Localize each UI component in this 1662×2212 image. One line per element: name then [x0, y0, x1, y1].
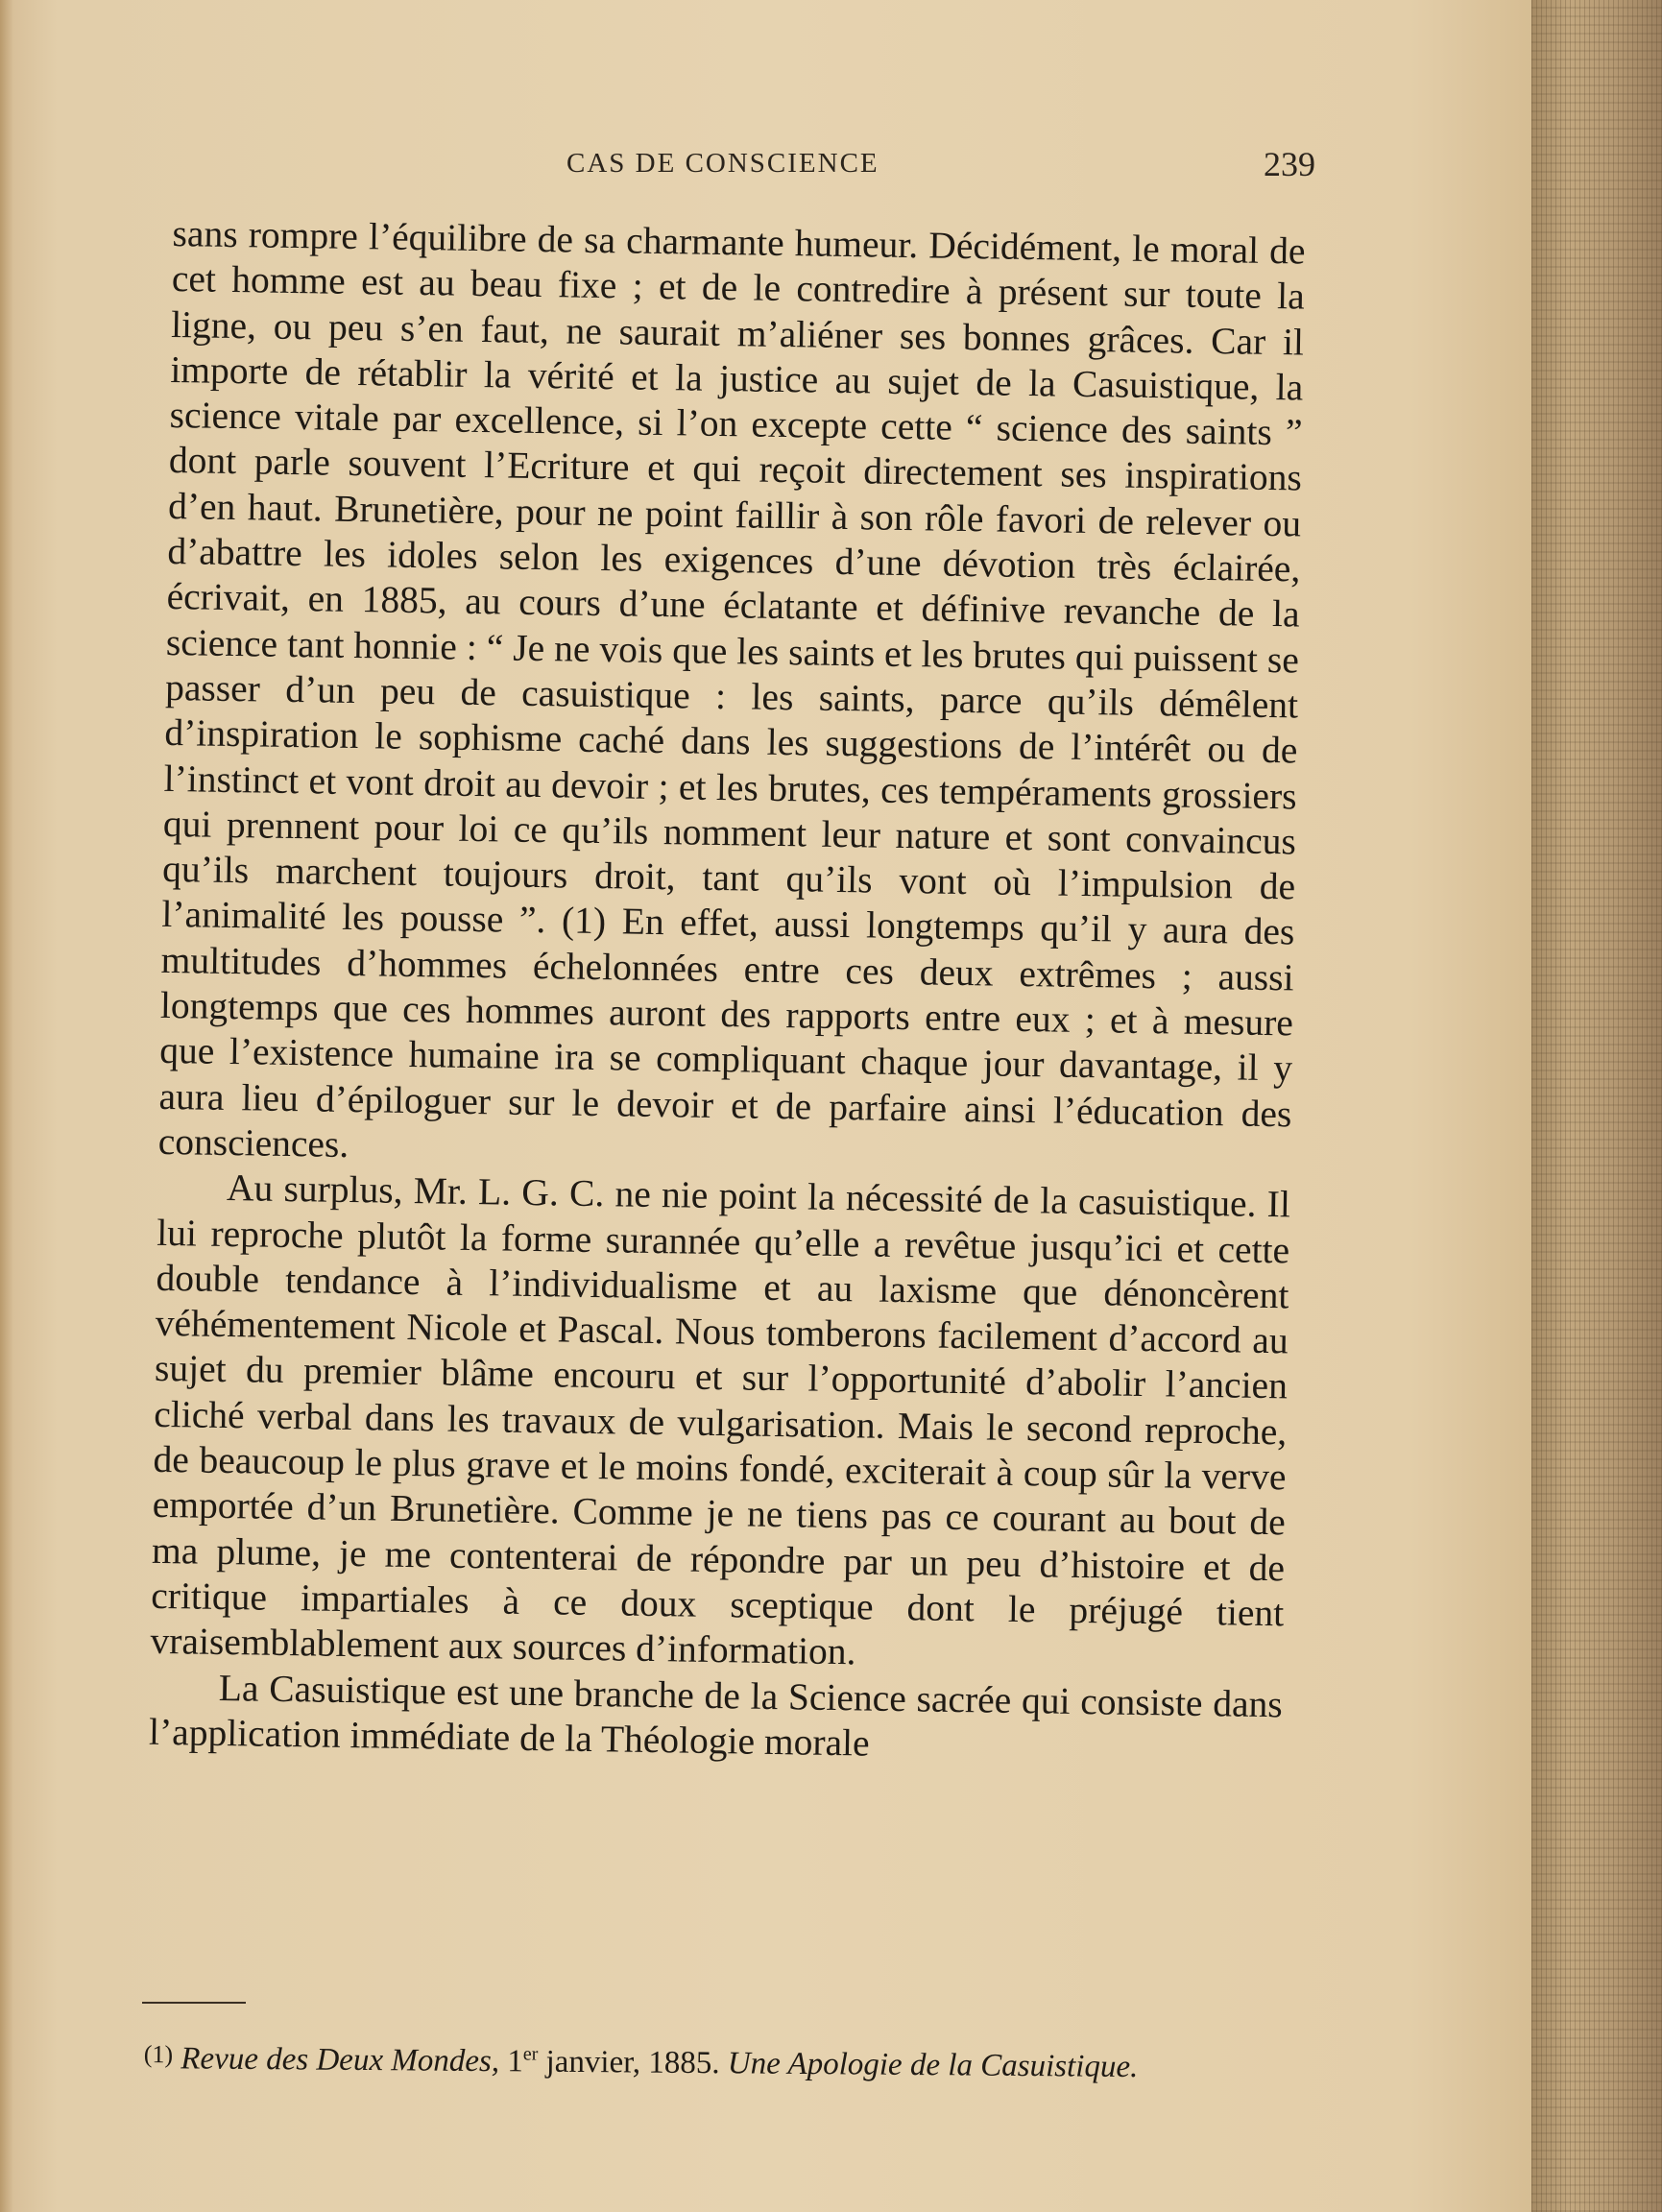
page-number: 239 — [1264, 145, 1315, 183]
paragraph-2: Au surplus, Mr. L. G. C. ne nie point la nécessité de la casuistique. Il lui reproche plutôt la forme surannée qu’elle a revêtue jusqu’ici et cette double tendance à l’individualisme et au laxisme que dénoncèrent véhémentement Nicole et Pascal. Nous tomberons facilement d’accord au sujet du premier blâme encouru et sur l’opportunité d’abolir l’ancien cliché verbal dans les travaux de vulgarisation. Mais le second reproche, de beaucoup le plus grave et le moins fondé, exciterait à coup sûr la verve emportée d’un Brunetière. Comme je ne tiens pas ce courant au bout de ma plume, je me contenterai de répondre par un peu d’histoire et de critique impartiales à ce doux sceptique dont le préjugé tient vraisemblablement aux sources d’information. — [150, 1166, 1291, 1673]
page-edge-stack — [1531, 0, 1662, 2212]
footnote-source-title: Revue des Deux Mondes, — [181, 2041, 500, 2080]
footnote-marker: (1) — [143, 2039, 174, 2069]
paragraph-3: La Casuistique est une branche de la Science sacrée qui consiste dans l’application immédiate de la Théologie morale — [148, 1666, 1284, 1765]
main-text — [149, 211, 1306, 1772]
running-title: CAS DE CONSCIENCE — [566, 148, 879, 179]
footnote-article-title: Une Apologie de la Casuistique. — [727, 2046, 1139, 2085]
paragraph-1: sans rompre l’équilibre de sa charmante humeur. Décidément, le moral de cet homme est au beau fixe ; et de le contredire à présent sur toute la ligne, ou peu s’en faut, ne saurait m’aliéner ses bonnes grâces. Car il importe de rétablir la vérité et la justice au sujet de la Casuistique, la science vitale par excellence, si l’on excepte cette “ science des saints ” dont parle souvent l’Ecriture et qui reçoit directement ses inspirations d’en haut. Brunetière, pour ne point faillir à son rôle favori de relever ou d’abattre les idoles selon les exigences d’une dévotion très éclairée, écrivait, en 1885, au cours d’une éclatante et définive revanche de la science tant honnie : “ Je ne vois que les saints et les brutes qui puissent se passer d’un peu de casuistique : les saints, parce qu’ils démêlent d’inspiration le sophisme caché dans les suggestions de l’intérêt ou de l’instinct et vont droit au devoir ; et les brutes, ces tempéraments grossiers qui prennent pour loi ce qu’ils nomment leur nature et sont convaincus qu’ils marchent toujours droit, tant qu’ils vont où l’impulsion de l’animalité les pousse ”. (1) En effet, aussi longtemps qu’il y aura des multitudes d’hommes échelonnées entre ces deux extrêmes ; aussi longtemps que ces hommes auront des rapports entre eux ; et à mesure que l’existence humaine ira se compliquant chaque jour davantage, il y aura lieu d’épiloguer sur le devoir et de parfaire ainsi l’éducation des consciences. — [157, 211, 1306, 1166]
footnote-date-rest: janvier, 1885. — [545, 2044, 720, 2081]
footnote-date-day: 1 — [507, 2044, 523, 2080]
footnote-date-ordinal: er — [522, 2043, 539, 2065]
running-head — [182, 144, 1315, 192]
footnote — [144, 2033, 1277, 2085]
footnote-rule — [142, 2002, 246, 2004]
